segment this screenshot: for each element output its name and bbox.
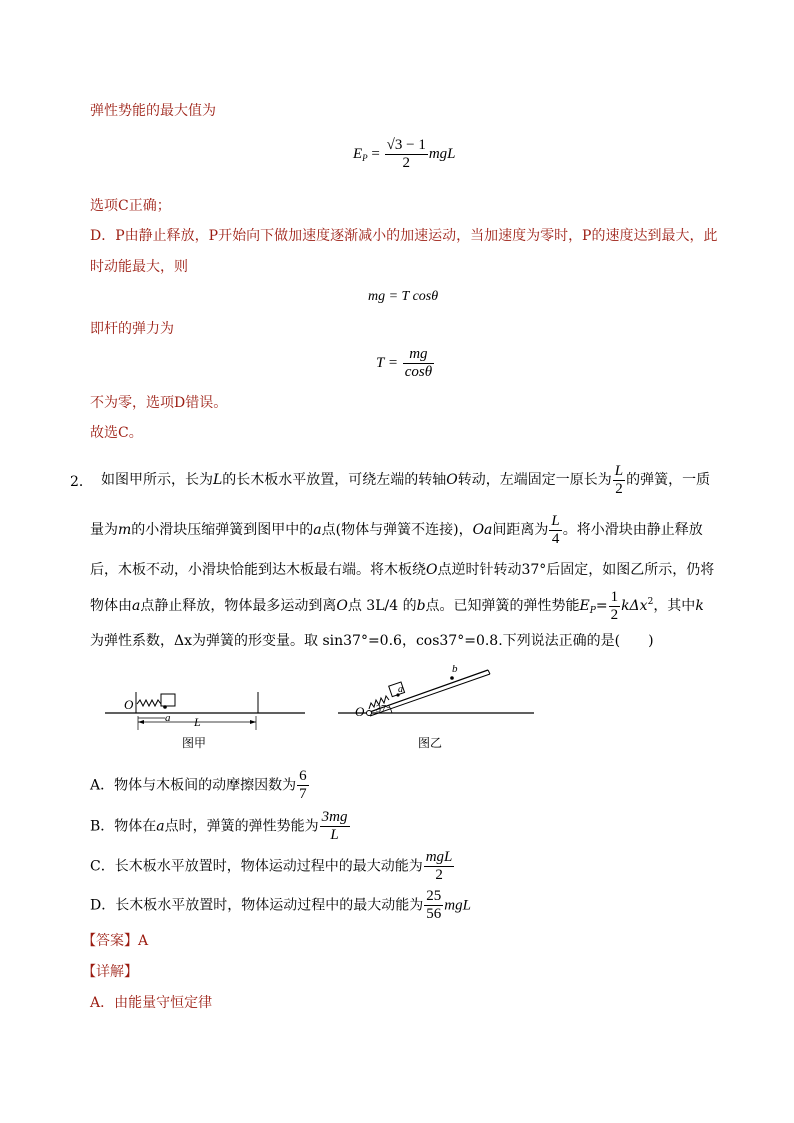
label-b-yi: b [452,663,458,675]
equation-t: T = $\frac{mg}{\cos\theta}$ [376,346,433,380]
label-o-yi: O [355,704,365,719]
label-o-jia: O [124,697,134,712]
option-d-line1: D．P由静止释放，P开始向下做加速度逐渐减小的加速运动，当加速度为零时，P的速度达到最大，此 [90,228,718,244]
physics-figure [0,658,794,768]
detail-first-line: A．由能量守恒定律 [90,995,213,1011]
option-a[interactable]: A．物体与木板间的动摩擦因数为 $\frac{6}{7}$ [90,768,307,802]
caption-yi: 图乙 [418,736,443,750]
option-c[interactable]: C．长木板水平放置时，物体运动过程中的最大动能为 $\frac{\text{mgL}}{2}$ [90,849,453,883]
spring-jia [137,700,161,706]
option-b[interactable]: B．物体在a点时，弹簧的弹性势能为 $\frac{3mg}{L}$ [90,809,348,843]
rod-force-intro: 即杆的弹力为 [90,321,174,337]
label-l: L [194,715,201,729]
choose-c-line: 故选C。 [90,425,143,441]
question-line-1: 如图甲所示，长为L的长木板水平放置，可绕左端的转轴O转动，左端固定一原长为 $\frac{L}{2}$ 的弹簧，一质 [101,462,711,497]
label-a-yi: a [398,684,403,695]
figure-jia [105,692,305,750]
question-line-5: 为弹性系数，Δx为弹簧的形变量。取 sin37°=0.6，cos37°=0.8.下列说法正确的是( ) [90,633,654,649]
option-d[interactable]: D．长木板水平放置时，物体运动过程中的最大动能为 $\frac{25}{56}$ mgL [90,888,471,922]
caption-jia: 图甲 [182,736,207,750]
question-line-4: 物体由a点静止释放，物体最多运动到离O点 3L/4 的b点。已知弹簧的弹性势能$E_P=$ $\frac{1}{2}$ kΔx$^2$，其中k [90,588,704,623]
block-jia [161,694,175,706]
equation-ep: $E_P$ = $\frac{√3 - 1}{2}$ mgL [353,137,456,171]
ep-intro: 弹性势能的最大值为 [90,103,216,119]
question-line-2: 量为m的小滑块压缩弹簧到图甲中的a点(物体与弹簧不连接)，Oa间距离为 $\frac{L}{4}$ 。将小滑块由静止释放 [90,512,703,547]
question-line-3: 后，木板不动，小滑块恰能到达木板最右端。将木板绕O点逆时针转动37°后固定，如图乙所示，仍将 [90,562,715,578]
answer-label: 【答案】A [82,933,149,949]
question-number: 2． [70,474,93,490]
equation-mg: mg = T cosθ [368,289,439,304]
label-angle: 37° [376,704,390,715]
not-zero-line: 不为零，选项D错误。 [90,395,228,411]
label-a-jia: a [165,712,171,724]
option-c-correct: 选项C正确； [90,198,171,214]
option-d-line2: 时动能最大，则 [90,259,188,275]
figure-yi [338,663,534,750]
detail-label: 【详解】 [82,964,138,980]
